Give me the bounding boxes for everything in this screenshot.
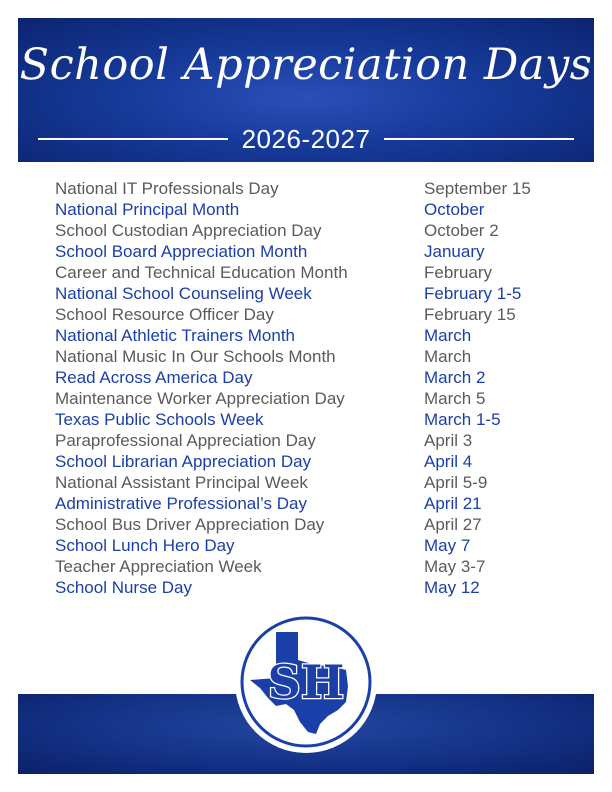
list-item: [55, 262, 575, 283]
list-item: [55, 220, 575, 241]
event-date: April 3: [424, 430, 473, 450]
event-date: May 12: [424, 577, 480, 597]
event-name: School Bus Driver Appreciation Day: [55, 514, 325, 534]
list-item: [55, 325, 575, 346]
event-date: April 27: [424, 514, 482, 534]
event-name: School Lunch Hero Day: [55, 535, 235, 555]
event-name: Administrative Professional’s Day: [55, 493, 307, 513]
event-date: October 2: [424, 220, 499, 240]
event-date: January: [424, 241, 485, 261]
event-name: National School Counseling Week: [55, 283, 312, 303]
event-name: Maintenance Worker Appreciation Day: [55, 388, 345, 408]
school-year: 2026-2027: [241, 123, 371, 154]
list-item: [55, 367, 575, 388]
event-name: National Assistant Principal Week: [55, 472, 308, 492]
list-item: [55, 472, 575, 493]
event-name: School Librarian Appreciation Day: [55, 451, 312, 471]
list-item: [55, 514, 575, 535]
event-name: School Resource Officer Day: [55, 304, 274, 324]
appreciation-days-list: [55, 178, 575, 598]
right-divider: [384, 138, 574, 140]
event-date: April 5-9: [424, 472, 488, 492]
event-name: School Nurse Day: [55, 577, 193, 597]
list-item: [55, 304, 575, 325]
event-name: National Music In Our Schools Month: [55, 346, 336, 366]
list-item: [55, 346, 575, 367]
event-date: March 1-5: [424, 409, 501, 429]
event-date: October: [424, 199, 485, 219]
event-date: September 15: [424, 178, 531, 198]
event-name: National IT Professionals Day: [55, 178, 279, 198]
list-item: [55, 556, 575, 577]
list-item: [55, 178, 575, 199]
event-name: Teacher Appreciation Week: [55, 556, 262, 576]
year-row: [18, 122, 594, 156]
event-date: March: [424, 325, 472, 345]
event-date: February 15: [424, 304, 516, 324]
event-date: March 2: [424, 367, 486, 387]
event-date: May 3-7: [424, 556, 486, 576]
event-date: May 7: [424, 535, 471, 555]
event-name: National Athletic Trainers Month: [55, 325, 296, 345]
event-name: Paraprofessional Appreciation Day: [55, 430, 316, 450]
event-name: Career and Technical Education Month: [55, 262, 348, 282]
list-item: [55, 241, 575, 262]
event-name: Read Across America Day: [55, 367, 253, 387]
list-item: [55, 388, 575, 409]
event-name: National Principal Month: [55, 199, 240, 219]
event-name: Texas Public Schools Week: [55, 409, 264, 429]
list-item: [55, 199, 575, 220]
page-title: School Appreciation Days: [19, 40, 593, 90]
list-item: [55, 283, 575, 304]
event-date: April 21: [424, 493, 482, 513]
event-date: March: [424, 346, 472, 366]
header-banner: [18, 18, 594, 162]
left-divider: [38, 138, 228, 140]
list-item: [55, 577, 575, 598]
event-date: February 1-5: [424, 283, 522, 303]
list-item: [55, 430, 575, 451]
list-item: [55, 451, 575, 472]
event-name: School Board Appreciation Month: [55, 241, 308, 261]
list-item: [55, 493, 575, 514]
logo-letters: SH: [267, 655, 345, 709]
event-name: School Custodian Appreciation Day: [55, 220, 322, 240]
event-date: March 5: [424, 388, 486, 408]
event-date: February: [424, 262, 493, 282]
event-date: April 4: [424, 451, 473, 471]
texas-state-sh-logo-icon: [234, 610, 378, 754]
list-item: [55, 535, 575, 556]
list-item: [55, 409, 575, 430]
